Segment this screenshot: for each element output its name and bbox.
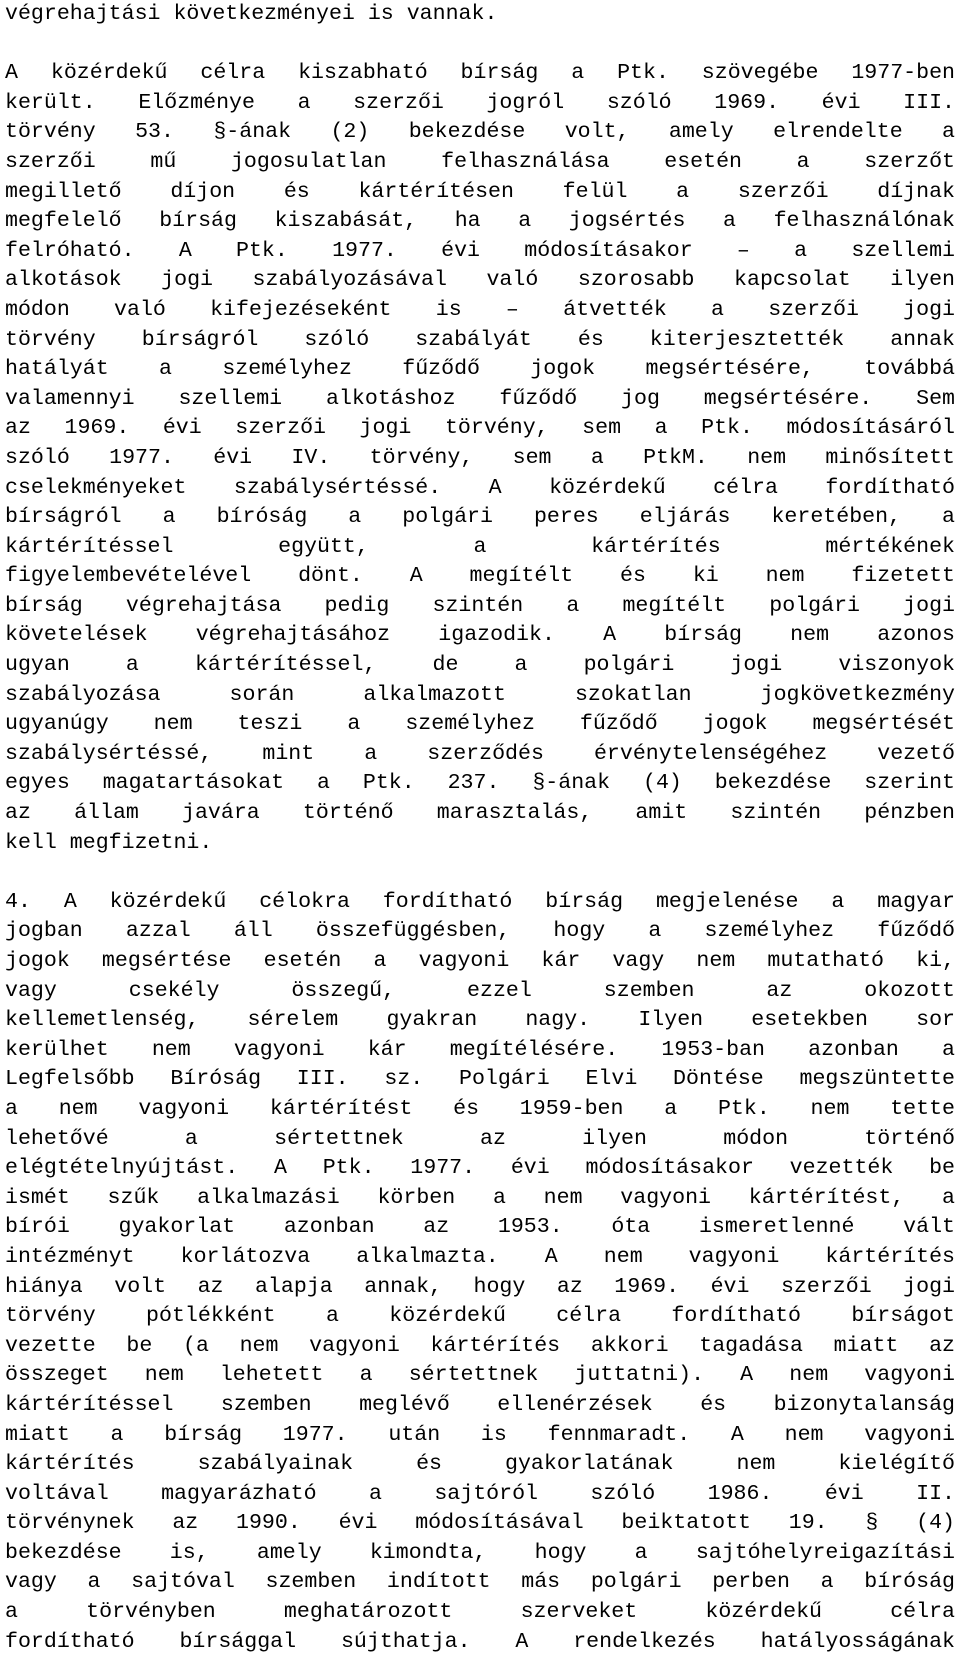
text-line: kártérítéssel együtt, a kártérítés mértékének (5, 534, 955, 559)
text-line: törvény 53. §-ának (2) bekezdése volt, amely elrendelte a (5, 120, 955, 145)
text-line: az állam javára történő marasztalás, amit szintén pénzben (5, 801, 955, 826)
text-line: az 1969. évi szerzői jogi törvény, sem a Ptk. módosításáról (5, 416, 955, 441)
text-line: bírói gyakorlat azonban az 1953. óta ismeretlenné vált (5, 1215, 955, 1240)
text-line: figyelembevételével dönt. A megítélt és ki nem fizetett (5, 564, 955, 589)
text-line: ugyan a kártérítéssel, de a polgári jogi viszonyok (5, 653, 955, 678)
text-line: kerülhet nem vagyoni kár megítélésére. 1953-ban azonban a (5, 1037, 955, 1062)
text-line: bekezdése is, amely kimondta, hogy a sajtóhelyreigazítási (5, 1540, 955, 1565)
document-page (5, 0, 955, 1657)
text-line: összeget nem lehetett a sértettnek juttatni). A nem vagyoni (5, 1363, 955, 1388)
text-line: voltával magyarázható a sajtóról szóló 1986. évi II. (5, 1481, 955, 1506)
text-line: Legfelsőbb Bíróság III. sz. Polgári Elvi Döntése megszüntette (5, 1067, 955, 1092)
text-line: kártérítéssel szemben meglévő ellenérzések és bizonytalanság (5, 1392, 955, 1417)
text-line: A közérdekű célra kiszabható bírság a Ptk. szövegébe 1977-ben (5, 61, 955, 86)
text-line: fordítható bírsággal sújthatja. A rendelkezés hatályosságának (5, 1629, 955, 1654)
text-line: végrehajtási következményei is vannak. (5, 2, 498, 26)
text-line: szóló 1977. évi IV. törvény, sem a PtkM. nem minősített (5, 445, 955, 470)
text-line: intézményt korlátozva alkalmazta. A nem vagyoni kártérítés (5, 1244, 955, 1269)
text-line: kell megfizetni. (5, 830, 213, 855)
text-line: a nem vagyoni kártérítést és 1959-ben a Ptk. nem tette (5, 1096, 955, 1121)
text-line: módon való kifejezéseként is – átvették a szerzői jogi (5, 297, 955, 322)
text-line: törvény pótlékként a közérdekű célra fordítható bírságot (5, 1304, 955, 1329)
text-line: került. Előzménye a szerzői jogról szóló 1969. évi III. (5, 90, 955, 115)
text-line: vezette be (a nem vagyoni kártérítés akkori tagadása miatt az (5, 1333, 955, 1358)
text-line: hatályát a személyhez fűződő jogok megsértésére, továbbá (5, 357, 955, 382)
paragraph (5, 888, 955, 1657)
text-line: kellemetlenség, sérelem gyakran nagy. Ilyen esetekben sor (5, 1008, 955, 1033)
text-line: hiánya volt az alapja annak, hogy az 1969. évi szerzői jogi (5, 1274, 955, 1299)
text-line: cselekményeket szabálysértéssé. A közérdekű célra fordítható (5, 475, 955, 500)
text-line: elégtételnyújtást. A Ptk. 1977. évi módosításakor vezették be (5, 1156, 955, 1181)
text-line: ugyanúgy nem teszi a személyhez fűződő jogok megsértését (5, 712, 955, 737)
text-line: vagy csekély összegű, ezzel szemben az okozott (5, 978, 955, 1003)
text-line: szerzői mű jogosulatlan felhasználása esetén a szerzőt (5, 149, 955, 174)
text-line: bírságról a bíróság a polgári peres eljárás keretében, a (5, 505, 955, 530)
text-line: valamennyi szellemi alkotáshoz fűződő jog megsértésére. Sem (5, 386, 955, 411)
text-line: a törvényben meghatározott szerveket közérdekű célra (5, 1600, 955, 1625)
text-line: 4. A közérdekű célokra fordítható bírság megjelenése a magyar (5, 889, 955, 914)
text-line: felróható. A Ptk. 1977. évi módosításakor – a szellemi (5, 238, 955, 263)
text-line: vagy a sajtóval szemben indított más polgári perben a bíróság (5, 1570, 955, 1595)
paragraph-gap (5, 858, 955, 888)
paragraph (5, 59, 955, 858)
text-line: jogok megsértése esetén a vagyoni kár vagy nem mutatható ki, (5, 949, 955, 973)
text-line: törvény bírságról szóló szabályát és kiterjesztették annak (5, 327, 955, 352)
text-line: szabályozása során alkalmazott szokatlan jogkövetkezmény (5, 682, 955, 707)
paragraph (5, 0, 955, 30)
paragraph-gap (5, 30, 955, 60)
text-line: ismét szűk alkalmazási körben a nem vagyoni kártérítést, a (5, 1185, 955, 1210)
text-line: bírság végrehajtása pedig szintén a megítélt polgári jogi (5, 593, 955, 618)
text-line: megfelelő bírság kiszabását, ha a jogsértés a felhasználónak (5, 209, 955, 234)
text-line: törvénynek az 1990. évi módosításával beiktatott 19. § (4) (5, 1511, 955, 1536)
text-line: megillető díjon és kártérítésen felül a szerzői díjnak (5, 179, 955, 204)
text-line: szabálysértéssé, mint a szerződés érvénytelenségéhez vezető (5, 741, 955, 766)
text-line: egyes magatartásokat a Ptk. 237. §-ának (4) bekezdése szerint (5, 771, 955, 796)
text-line: miatt a bírság 1977. után is fennmaradt. A nem vagyoni (5, 1422, 955, 1447)
text-line: követelések végrehajtásához igazodik. A bírság nem azonos (5, 623, 955, 648)
text-line: lehetővé a sértettnek az ilyen módon történő (5, 1126, 955, 1151)
text-line: alkotások jogi szabályozásával való szorosabb kapcsolat ilyen (5, 268, 955, 293)
text-line: jogban azzal áll összefüggésben, hogy a személyhez fűződő (5, 919, 955, 944)
text-line: kártérítés szabályainak és gyakorlatának nem kielégítő (5, 1452, 955, 1477)
